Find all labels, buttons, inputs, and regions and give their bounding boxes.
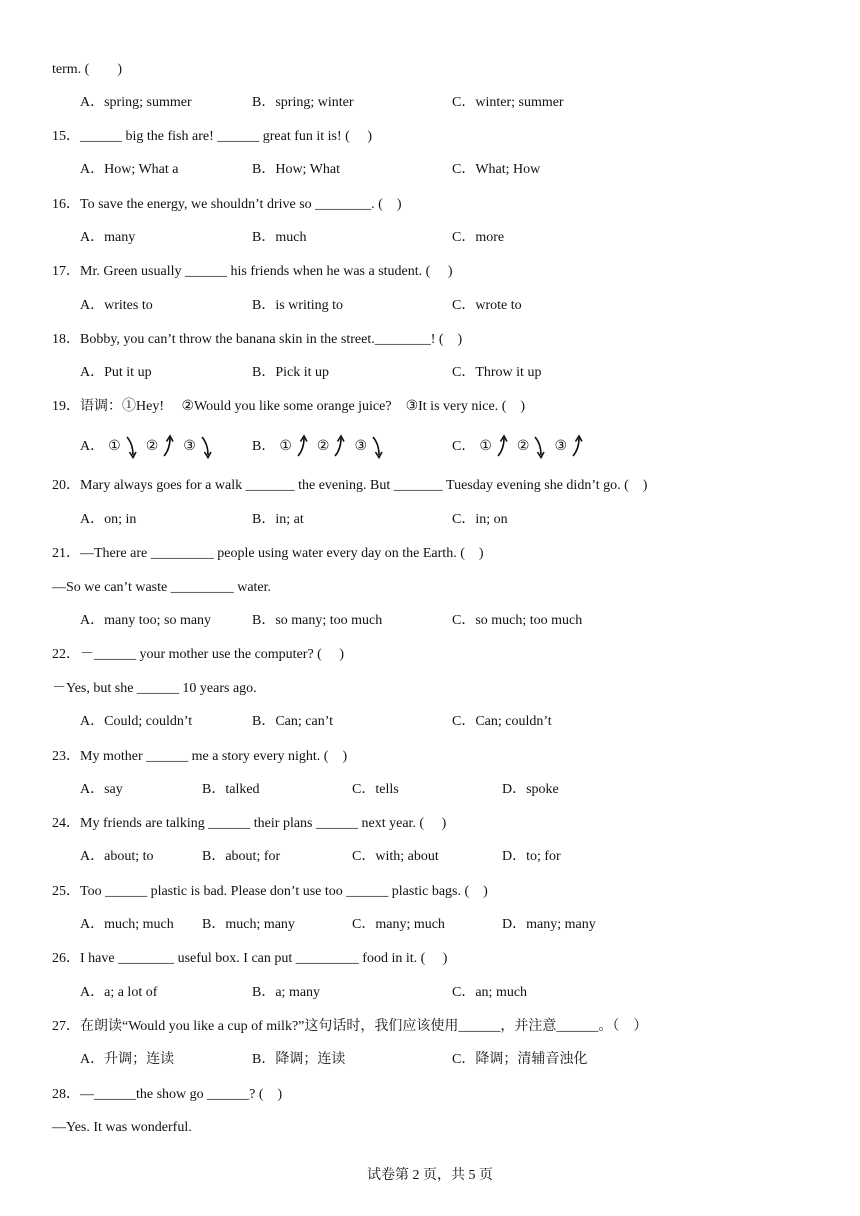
question-26-options: [80, 984, 840, 1002]
falling-tone-arrow-icon: [370, 434, 384, 460]
question-18-options: [80, 364, 840, 382]
option-c: C．more: [452, 230, 505, 245]
circled-number: ③: [183, 439, 196, 454]
question-21: 21．—There are _________ people using water every day on the Earth. ( ): [52, 546, 484, 561]
question-21-response: —So we can’t waste _________ water.: [52, 580, 272, 595]
rising-tone-arrow-icon: [295, 434, 309, 460]
option-a: A．many too; so many: [80, 613, 212, 628]
option-b: B．about; for: [202, 849, 281, 864]
option-c: C．so much; too much: [452, 613, 583, 628]
option-c: C．Can; couldn’t: [452, 714, 552, 729]
circled-number: ①: [479, 439, 492, 454]
option-c: C．many; much: [352, 917, 445, 932]
circled-number: ①: [108, 439, 121, 454]
question-22-response: －Yes, but she ______ 10 years ago.: [52, 681, 257, 696]
option-b: B．How; What: [252, 162, 341, 177]
option-c: C．with; about: [352, 849, 439, 864]
option-a: A．Could; couldn’t: [80, 714, 193, 729]
rising-tone-arrow-icon: [570, 434, 584, 460]
question-15-options: [80, 161, 840, 179]
option-c: C．wrote to: [452, 298, 522, 313]
question-14-tail: term. ( ): [52, 62, 122, 77]
question-21-options: [80, 612, 840, 630]
option-a: A．a; a lot of: [80, 985, 158, 1000]
falling-tone-arrow-icon: [124, 434, 138, 460]
option-b: B．much; many: [202, 917, 295, 932]
option-c: C．What; How: [452, 162, 541, 177]
question-15: 15．______ big the fish are! ______ great fun it is! ( ): [52, 129, 372, 144]
option-a: [80, 430, 221, 464]
page-footer: 试卷第 2 页，共 5 页: [367, 1168, 493, 1183]
option-letter: A．: [80, 439, 105, 454]
option-c: C．winter; summer: [452, 95, 564, 110]
question-22: 22．－______ your mother use the computer? ( ): [52, 647, 344, 662]
question-17-options: [80, 297, 840, 315]
circled-number: ①: [279, 439, 292, 454]
option-d: D．many; many: [502, 917, 596, 932]
question-20: 20．Mary always goes for a walk _______ the evening. But _______ Tuesday evening she didn’t go. ( ): [52, 478, 648, 493]
option-b: B．is writing to: [252, 298, 344, 313]
question-27: 27．在朗读“Would you like a cup of milk?”这句话时，我们应该使用______，并注意______。（ ）: [52, 1019, 648, 1034]
rising-tone-arrow-icon: [161, 434, 175, 460]
option-b: B．talked: [202, 782, 260, 797]
option-b: B．in; at: [252, 512, 304, 527]
rising-tone-arrow-icon: [495, 434, 509, 460]
option-b: B．Pick it up: [252, 365, 330, 380]
question-16: 16．To save the energy, we shouldn’t drive so ________. ( ): [52, 197, 402, 212]
option-a: A．about; to: [80, 849, 154, 864]
option-b: B．so many; too much: [252, 613, 383, 628]
circled-number: ②: [316, 439, 330, 454]
option-a: A．升调；连读: [80, 1052, 175, 1067]
option-a: A．many: [80, 230, 136, 245]
option-c: C．an; much: [452, 985, 528, 1000]
question-24: 24．My friends are talking ______ their plans ______ next year. ( ): [52, 816, 447, 831]
question-14-options: [80, 94, 840, 112]
falling-tone-arrow-icon: [532, 434, 546, 460]
question-24-options: [80, 848, 840, 866]
option-c: [452, 430, 592, 464]
option-a: A．How; What a: [80, 162, 179, 177]
option-b: B．much: [252, 230, 307, 245]
falling-tone-arrow-icon: [199, 434, 213, 460]
rising-tone-arrow-icon: [332, 434, 346, 460]
question-16-options: [80, 229, 840, 247]
question-20-options: [80, 511, 840, 529]
circled-number: ③: [554, 439, 568, 454]
question-23: 23．My mother ______ me a story every night. ( ): [52, 749, 348, 764]
option-letter: C．: [452, 439, 476, 454]
question-26: 26．I have ________ useful box. I can put _________ food in it. ( ): [52, 951, 448, 966]
question-19: 19．语调：①Hey! ②Would you like some orange juice? ③It is very nice. ( ): [52, 399, 526, 414]
option-a: A．on; in: [80, 512, 137, 527]
option-a: A．Put it up: [80, 365, 152, 380]
question-27-options: [80, 1051, 840, 1069]
question-28: 28．—______the show go ______? ( ): [52, 1087, 283, 1102]
question-28-response: —Yes. It was wonderful.: [52, 1120, 192, 1135]
question-22-options: [80, 713, 840, 731]
option-b: B．Can; can’t: [252, 714, 334, 729]
circled-number: ②: [516, 439, 530, 454]
option-a: A．say: [80, 782, 123, 797]
question-18: 18．Bobby, you can’t throw the banana skin in the street.________! ( ): [52, 332, 463, 347]
option-d: D．to; for: [502, 849, 561, 864]
option-d: D．spoke: [502, 782, 559, 797]
option-c: C．tells: [352, 782, 399, 797]
circled-number: ③: [354, 439, 368, 454]
circled-number: ②: [145, 439, 159, 454]
option-c: C．降调；清辅音浊化: [452, 1052, 588, 1067]
option-b: B．spring; winter: [252, 95, 354, 110]
question-25: 25．Too ______ plastic is bad. Please don’t use too ______ plastic bags. ( ): [52, 884, 488, 899]
question-19-options: [80, 430, 840, 464]
question-17: 17．Mr. Green usually ______ his friends when he was a student. ( ): [52, 264, 453, 279]
option-b: B．降调；连读: [252, 1052, 346, 1067]
option-a: A．writes to: [80, 298, 153, 313]
question-23-options: [80, 781, 840, 799]
option-letter: B．: [252, 439, 276, 454]
option-b: [252, 430, 392, 464]
question-25-options: [80, 916, 840, 934]
option-b: B．a; many: [252, 985, 321, 1000]
option-a: A．much; much: [80, 917, 174, 932]
option-c: C．in; on: [452, 512, 508, 527]
option-c: C．Throw it up: [452, 365, 542, 380]
option-a: A．spring; summer: [80, 95, 192, 110]
